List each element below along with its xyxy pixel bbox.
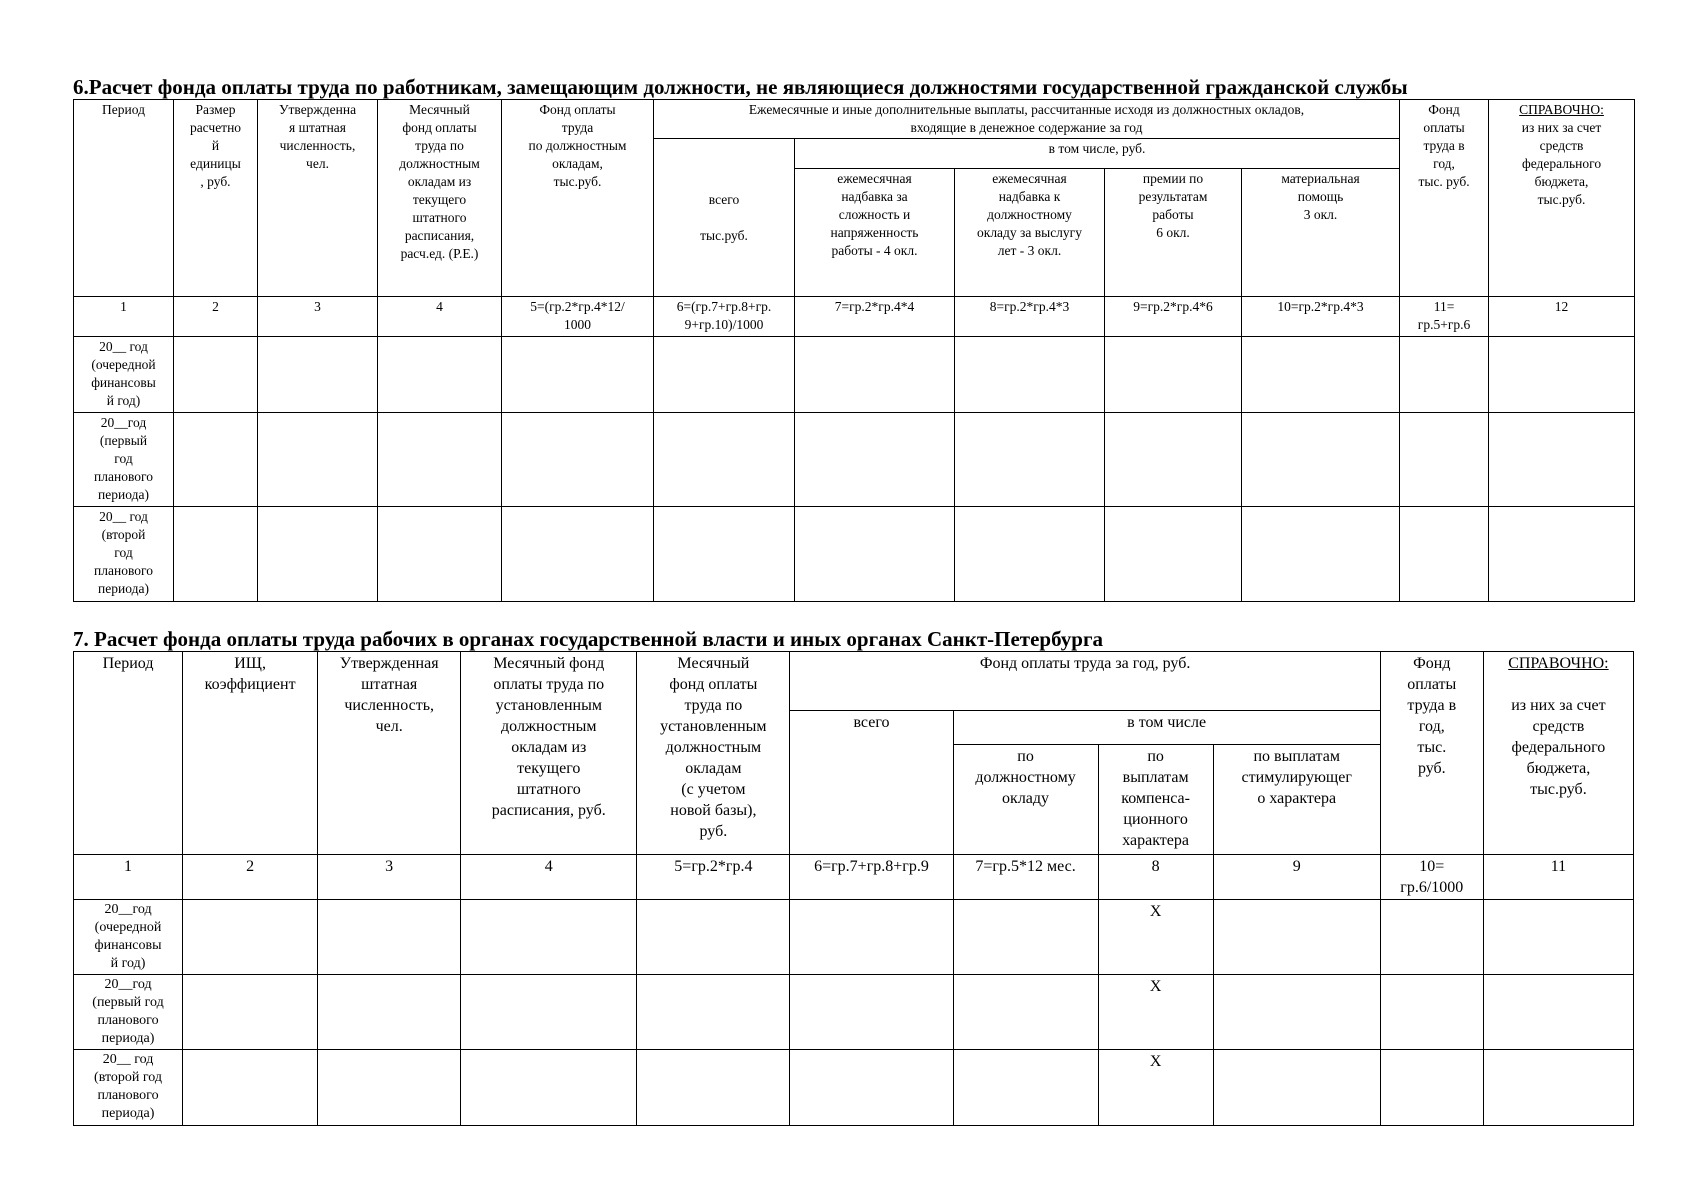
- header-incentive-payments: по выплатам стимулирующег о характера: [1213, 745, 1380, 855]
- table-cell: [637, 1050, 790, 1126]
- table-cell: [1400, 413, 1489, 507]
- header-reference: [1483, 652, 1633, 855]
- reference-text: из них за счет средств федерального бюджета, тыс.руб.: [1521, 120, 1602, 207]
- header-monthly-fund: Месячный фонд оплаты труда по должностным окладам из текущего штатного расписания, расч.ед. (Р.Е.): [378, 100, 502, 297]
- header-staff-count: Утвержденна я штатная численность, чел.: [258, 100, 378, 297]
- header-complexity-allowance: ежемесячная надбавка за сложность и напряженность работы - 4 окл.: [795, 169, 955, 297]
- table-row: [74, 1050, 1634, 1126]
- column-number: 2: [174, 297, 258, 337]
- table-cell: [502, 413, 654, 507]
- table-cell: [1213, 900, 1380, 975]
- table-cell: [1105, 507, 1242, 602]
- table-cell: [953, 900, 1098, 975]
- column-number: 11= гр.5+гр.6: [1400, 297, 1489, 337]
- header-compensation-payments: по выплатам компенса- ционного характера: [1098, 745, 1213, 855]
- table-cell: [1242, 413, 1400, 507]
- row-period: 20__год (очередной финансовы й год): [74, 900, 183, 975]
- section-7-title: 7. Расчет фонда оплаты труда рабочих в органах государственной власти и иных органах Санкт-Петербурга: [73, 627, 1104, 651]
- table-cell: [378, 337, 502, 413]
- table-cell: [1483, 1050, 1633, 1126]
- table-7-wage-fund-workers: [73, 651, 1634, 1126]
- table-cell: [183, 1050, 318, 1126]
- column-number: 9=гр.2*гр.4*6: [1105, 297, 1242, 337]
- column-number: 6=(гр.7+гр.8+гр. 9+гр.10)/1000: [654, 297, 795, 337]
- table-row: [74, 507, 1635, 602]
- column-number: 10= гр.6/1000: [1380, 855, 1483, 900]
- table-cell: [1483, 900, 1633, 975]
- table-cell: [502, 337, 654, 413]
- table-cell: [1213, 975, 1380, 1050]
- column-number: 8=гр.2*гр.4*3: [955, 297, 1105, 337]
- table-cell: [1242, 507, 1400, 602]
- table-6-wage-fund-employees: [73, 99, 1635, 602]
- header-annual-fund: Фонд оплаты труда в год, тыс. руб.: [1400, 100, 1489, 297]
- column-number: 9: [1213, 855, 1380, 900]
- column-number: 7=гр.2*гр.4*4: [795, 297, 955, 337]
- not-applicable-mark: X: [1098, 975, 1213, 1050]
- table-cell: [461, 1050, 637, 1126]
- table-cell: [1400, 507, 1489, 602]
- header-seniority-allowance: ежемесячная надбавка к должностному окладу за выслугу лет - 3 окл.: [955, 169, 1105, 297]
- table-cell: [654, 337, 795, 413]
- table-cell: [790, 1050, 953, 1126]
- column-number: 5=(гр.2*гр.4*12/ 1000: [502, 297, 654, 337]
- header-fund-year: Фонд оплаты труда в год, тыс. руб.: [1380, 652, 1483, 855]
- header-salary-fund: Фонд оплаты труда по должностным окладам, тыс.руб.: [502, 100, 654, 297]
- table-cell: [955, 337, 1105, 413]
- table-cell: [174, 337, 258, 413]
- table-cell: [461, 900, 637, 975]
- table-cell: [183, 975, 318, 1050]
- column-number: 4: [378, 297, 502, 337]
- header-annual-fund: Фонд оплаты труда за год, руб.: [790, 652, 1380, 711]
- column-number: 8: [1098, 855, 1213, 900]
- table-cell: [378, 413, 502, 507]
- header-unit-size: Размер расчетно й единицы , руб.: [174, 100, 258, 297]
- table-cell: [318, 975, 461, 1050]
- reference-label: СПРАВОЧНО:: [1508, 655, 1609, 672]
- table-cell: [1213, 1050, 1380, 1126]
- column-number: 1: [74, 855, 183, 900]
- table-cell: [955, 413, 1105, 507]
- table-cell: [795, 413, 955, 507]
- table-cell: [795, 337, 955, 413]
- table-cell: [1489, 413, 1635, 507]
- header-extra-payments: Ежемесячные и иные дополнительные выплаты, рассчитанные исходя из должностных окладов, входящие в денежное содержание за год: [654, 100, 1400, 139]
- header-monthly-fund-current: Месячный фонд оплаты труда по установленным должностным окладам из текущего штатного расписания, руб.: [461, 652, 637, 855]
- table-cell: [637, 975, 790, 1050]
- header-period: Период: [74, 652, 183, 855]
- column-number: 11: [1483, 855, 1633, 900]
- row-period: 20__год (первый год планового периода): [74, 975, 183, 1050]
- table-cell: [183, 900, 318, 975]
- header-including: в том числе, руб.: [795, 139, 1400, 169]
- table-row: [74, 337, 1635, 413]
- column-number: 3: [258, 297, 378, 337]
- table-cell: [637, 900, 790, 975]
- header-total: всего тыс.руб.: [654, 139, 795, 297]
- header-monthly-fund-new: Месячный фонд оплаты труда по установленным должностным окладам (с учетом новой базы), руб.: [637, 652, 790, 855]
- table-cell: [502, 507, 654, 602]
- table-cell: [654, 413, 795, 507]
- section-6-title: 6.Расчет фонда оплаты труда по работникам, замещающим должности, не являющиеся должностями государственной гражданской службы: [73, 75, 1408, 99]
- reference-text: из них за счет средств федерального бюджета, тыс.руб.: [1511, 697, 1606, 798]
- header-reference: [1489, 100, 1635, 297]
- not-applicable-mark: X: [1098, 1050, 1213, 1126]
- table-cell: [795, 507, 955, 602]
- table-row: [74, 975, 1634, 1050]
- table-cell: [1400, 337, 1489, 413]
- column-number: 1: [74, 297, 174, 337]
- table-row: [74, 900, 1634, 975]
- header-period: Период: [74, 100, 174, 297]
- header-by-salary: по должностному окладу: [953, 745, 1098, 855]
- row-period: 20__год (первый год планового периода): [74, 413, 174, 507]
- table-cell: [174, 507, 258, 602]
- column-number: 6=гр.7+гр.8+гр.9: [790, 855, 953, 900]
- row-period: 20__ год (второй год планового периода): [74, 1050, 183, 1126]
- table-row: [74, 413, 1635, 507]
- table-cell: [790, 900, 953, 975]
- table-cell: [1380, 975, 1483, 1050]
- table-cell: [1380, 900, 1483, 975]
- table-cell: [1380, 1050, 1483, 1126]
- row-period: 20__ год (очередной финансовы й год): [74, 337, 174, 413]
- header-inc-coefficient: ИЩ, коэффициент: [183, 652, 318, 855]
- column-number: 2: [183, 855, 318, 900]
- table-cell: [1489, 507, 1635, 602]
- column-number: 4: [461, 855, 637, 900]
- table-cell: [1489, 337, 1635, 413]
- table-cell: [461, 975, 637, 1050]
- not-applicable-mark: X: [1098, 900, 1213, 975]
- table-cell: [953, 1050, 1098, 1126]
- table-cell: [1105, 337, 1242, 413]
- table-cell: [318, 900, 461, 975]
- table-cell: [654, 507, 795, 602]
- table-cell: [1483, 975, 1633, 1050]
- table-cell: [955, 507, 1105, 602]
- table-cell: [378, 507, 502, 602]
- table-cell: [258, 337, 378, 413]
- reference-label: СПРАВОЧНО:: [1519, 102, 1604, 117]
- table-cell: [318, 1050, 461, 1126]
- table-cell: [953, 975, 1098, 1050]
- table-cell: [258, 413, 378, 507]
- table-cell: [1105, 413, 1242, 507]
- header-staff-count: Утвержденная штатная численность, чел.: [318, 652, 461, 855]
- column-number: 5=гр.2*гр.4: [637, 855, 790, 900]
- column-number: 10=гр.2*гр.4*3: [1242, 297, 1400, 337]
- header-performance-bonus: премии по результатам работы 6 окл.: [1105, 169, 1242, 297]
- table-cell: [174, 413, 258, 507]
- column-number: 3: [318, 855, 461, 900]
- table-cell: [1242, 337, 1400, 413]
- header-including: в том числе: [953, 711, 1380, 745]
- column-number: 12: [1489, 297, 1635, 337]
- column-number: 7=гр.5*12 мес.: [953, 855, 1098, 900]
- table-cell: [258, 507, 378, 602]
- header-financial-aid: материальная помощь 3 окл.: [1242, 169, 1400, 297]
- header-total: всего: [790, 711, 953, 855]
- table-cell: [790, 975, 953, 1050]
- row-period: 20__ год (второй год планового периода): [74, 507, 174, 602]
